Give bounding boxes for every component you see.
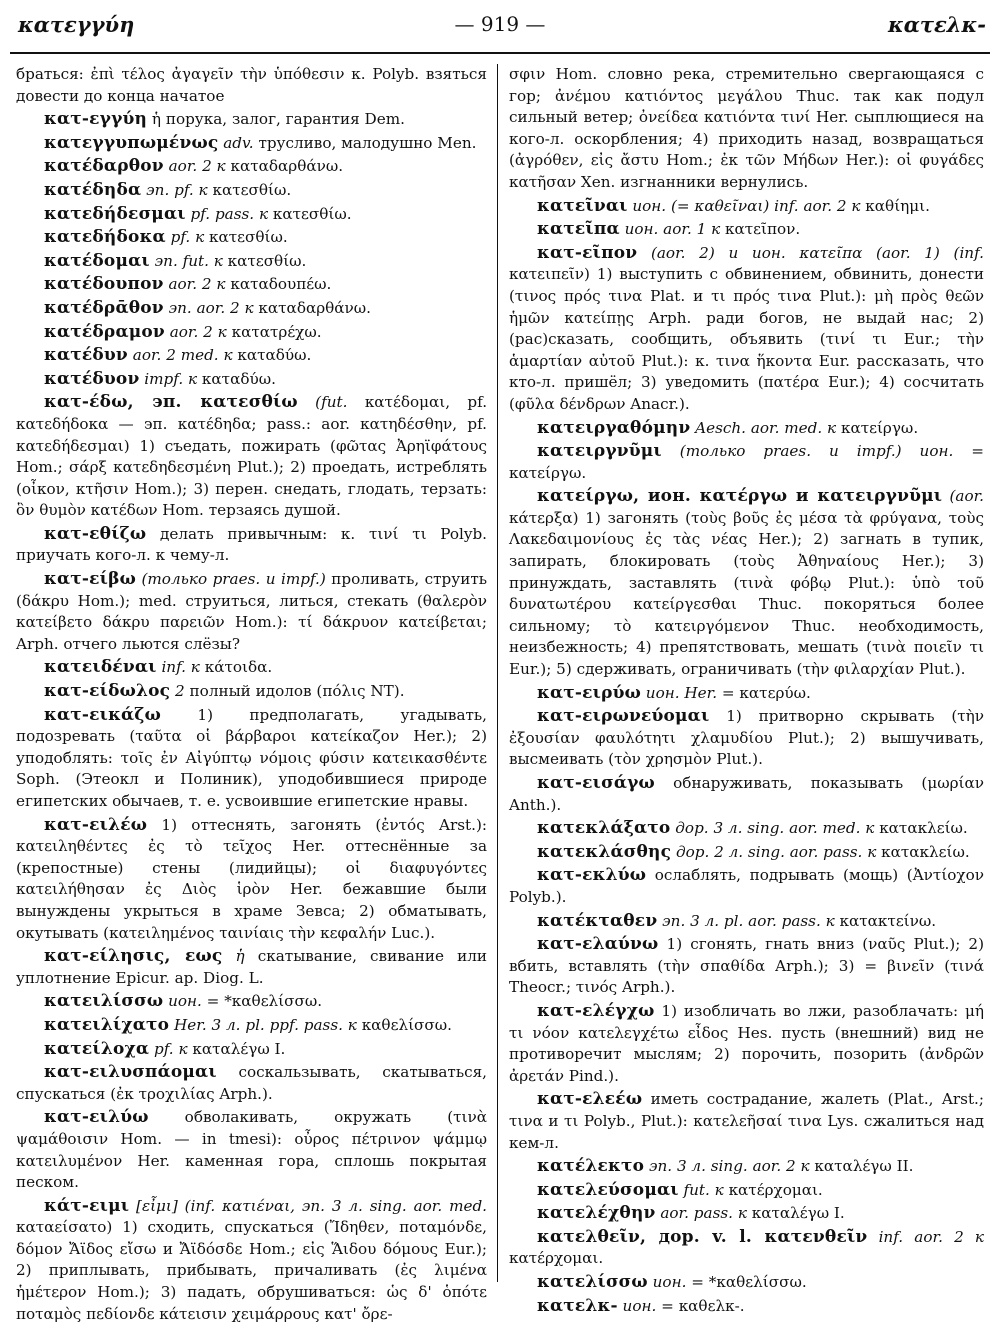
entry-headword: κατ-έδω, эп. κατεσθίω (44, 392, 298, 413)
entry-headword: κατειργαθόμην (537, 417, 691, 438)
entry-definition: κάτοιδα. (204, 658, 273, 677)
entry-headword: κατεγγυπωμένως (44, 132, 219, 153)
dictionary-entry (16, 946, 487, 989)
entry-headword: κατέλεκτο (537, 1156, 645, 1177)
entry-definition: κατέδομαι, pf. κατεδήδοκα — эп. κατέδηδα; pass.: aor. κατηδέσθην, pf. κατεδήδεσμαι) 1) съедать, пожирать (φῶτας Ἀρηϊφάτους Hom.; σάρξ κατεδηδεσμένη Plut.); 2) проедать, истреблять (οἶκον, κτῆσιν Hom.); 3) перен. снедать, глодать, терзать: ὃν θυμὸν κατέδων Hom. терзаясь душой. (16, 393, 488, 520)
dictionary-entry (509, 1156, 984, 1178)
entry-definition: браться: ἐπὶ τέλος ἀγαγεῖν τὴν ὑπόθεσιν κ. Polyb. взяться довести до конца начатое (16, 65, 487, 105)
entry-definition: καταδύω. (201, 369, 276, 388)
entry-definition: κάτερξα) 1) загонять (τοὺς βοῦς ἐς μέσα τὰ φρύγανα, τοὺς Λακεδαιμονίους ἐς τὰς νέας Her.); 2) загнать в тупик, запирать, блокировать (τοὺς Ἀθηναίους Her.); 3) принуждать, заставлять (τινὰ φόβῳ Plut.): ὑπὸ τοῦ δυνατωτέρου κατείργεσθαι Thuc. покоряться более сильному; τὸ κατειργόμενον Thuc. необходимость, неизбежность; 4) препятствовать, мешать (τινὰ ποιεῖν τι Eur.); 5) сдерживать, ограничивать (τὴν φιλαρχίαν Plut.). (509, 508, 984, 679)
entry-definition: καταλέγω I. (751, 1204, 845, 1223)
entry-headword: κατειργνῦμι (537, 441, 662, 462)
entry-grammar: Aesch. aor. med. к (695, 418, 837, 437)
dictionary-entry (509, 486, 984, 680)
dictionary-entry (16, 109, 487, 131)
entry-headword: κατ-ελεέω (537, 1089, 643, 1110)
entry-definition: καθελκ-. (678, 1296, 745, 1315)
entry-grammar: ион. = (168, 992, 220, 1011)
entry-grammar: [εἶμι] (inf. κατιέναι, эп. 3 л. sing. aor. med. (136, 1196, 488, 1215)
entry-definition: ослаблять, подрывать (мощь) (Ἀντίοχον Polyb.). (509, 866, 984, 906)
entry-definition: κατείργω. (509, 463, 587, 482)
entry-headword: κατελέχθην (537, 1203, 656, 1224)
entry-headword: κατ-εγγύη (44, 109, 148, 130)
entry-headword: κατέδυν (44, 345, 128, 366)
dictionary-entry (509, 418, 984, 440)
entry-definition: καταδύω. (237, 346, 312, 365)
entry-definition: скатывание, свивание или уплотнение Epicur. ap. Diog. L. (16, 947, 488, 987)
entry-headword: κατελκ- (537, 1295, 618, 1316)
dictionary-entry (16, 204, 487, 226)
entry-definition: полный идолов (πόλις NT). (189, 682, 405, 701)
entry-definition: ἡ порука, залог, гарантия Dem. (151, 110, 405, 129)
entry-definition: κατακλείω. (879, 819, 968, 838)
entry-definition: 1) притворно скрывать (τὴν ἐξουσίαν φαυλότητι χλαμυδίου Plut.); 2) вышучивать, высмеивать (τὸν χρησμὸν Plut.). (509, 707, 984, 769)
entry-grammar: inf. к (161, 658, 200, 677)
entry-grammar: aor. pass. к (660, 1204, 747, 1223)
dictionary-entry (509, 842, 984, 864)
entry-headword: κατελίσσω (537, 1272, 648, 1293)
entry-grammar: эп. 3 л. pl. aor. pass. к (662, 911, 835, 930)
entry-grammar: 2 (175, 682, 185, 701)
entry-headword: κατ-εῖπον (537, 242, 638, 263)
header-rule (10, 52, 990, 54)
dictionary-entry (16, 274, 487, 296)
entry-headword: κατεκλάσθης (537, 841, 672, 862)
dictionary-entry (16, 569, 487, 655)
entry-definition: обволакивать, окружать (τινὰ ψαμάθοισιν Hom. — in tmesi): οὖρος πέτρινον ψάμμῳ κατειλυμένον Her. каменная гора, сплошь покрытая песком. (16, 1108, 487, 1192)
entry-definition: 1) оттеснять, загонять (ἐντός Arst.): κατειληθέντες ἐς τὸ τεῖχος Her. оттеснённые за (крепостные) стены (лидийцы); οἱ διαφυγόντες κατειλήθησαν ἐς Διὸς ἱρὸν Her. бежавшие были вынуждены укрыться в храме Зевса; 2) обматывать, окутывать (κατειλημένος ταινίαις τὴν κεφαλήν Luc.). (16, 815, 487, 942)
entry-grammar: inf. aor. 2 к (878, 1227, 984, 1246)
entry-headword: κατ-εισάγω (537, 773, 655, 793)
page-number: — 919 — (454, 12, 546, 36)
dictionary-entry (16, 815, 487, 945)
dictionary-entry (16, 657, 487, 679)
entry-grammar: эп. fut. к (154, 251, 223, 270)
entry-headword: κατέδηδα (44, 179, 142, 200)
entry-definition: 1) изобличать во лжи, разоблачать: μή τι νόον κατελεγχέτω εἶδος Hes. пусть (внешний) вид не противоречит мыслям; 2) порочить, позорить (ἀνδρῶν ἀρετάν Pind.). (509, 1001, 984, 1085)
entry-definition: καθελίσσω. (361, 1015, 452, 1034)
entry-definition: 1) сгонять, гнать вниз (ναῦς Plut.); 2) вбить, вставлять (τὴν σπαθίδα Arph.); 3) = βινεῖν (τινά Theocr.; τινός Arph.). (509, 935, 984, 997)
entry-headword: κατέκταθεν (537, 910, 658, 931)
entry-grammar: Her. 3 л. pl. ppf. pass. к (174, 1015, 357, 1034)
entry-grammar: ион. = (622, 1296, 674, 1315)
entry-definition: κατειπεῖν) 1) выступить с обвинением, обвинить, донести (τινος πρός τινα Plat. и τι πρός τινα Plut.): μὴ πρὸς θεῶν ἡμῶν κατείπῃς Arph. ради богов, не выдай нас; 2) (рас)сказать, сообщить, объявить (τινί τι Eur.; τὴν ἁμαρτίαν αὐτοῦ Plut.): κ. τινα ἥκοντα Eur. рассказать, что кто-л. пришёл; 3) уведомить (πατέρα Eur.); 4) сосчитать (φῦλα δένδρων Anacr.). (509, 265, 984, 413)
dictionary-entry (16, 133, 487, 155)
dictionary-entry (509, 441, 984, 484)
dictionary-entry (509, 1272, 984, 1294)
dictionary-entry (509, 934, 984, 999)
dictionary-entry (509, 911, 984, 933)
entry-grammar: дор. 2 л. sing. aor. pass. к (675, 842, 877, 861)
entry-definition: κατέρχομαι. (509, 1249, 604, 1268)
dictionary-entry (509, 683, 984, 705)
entry-headword: κατ-εθίζω (44, 523, 147, 544)
entry-grammar: (aor. 2) и ион. κατεῖπα (aor. 1) (inf. (650, 243, 984, 262)
entry-grammar: aor. 2 med. к (132, 346, 233, 365)
entry-definition: σφιν Hom. словно река, стремительно свергающаяся с гор; ἀνέμου κατιόντος μεγάλου Thuc. так как подул сильный ветер; ὀνείδεα κατιόντα τινί Her. сыплющиеся на кого-л. оскорбления; 4) приходить назад, возвращаться (ἀγρόθεν, εἰς ἄστυ Hom.; ἐκ τῶν Μήδων Her.): οἱ φυγάδες κατῆσαν Xen. изгнанники вернулись. (509, 65, 984, 191)
entry-definition: κατατρέχω. (231, 322, 322, 341)
entry-definition: трусливо, малодушно Men. (258, 133, 477, 152)
entry-grammar: aor. 2 к (168, 275, 226, 294)
entry-headword: κατεῖπα (537, 219, 620, 240)
entry-headword: κατεδήδεσμαι (44, 203, 186, 224)
entry-headword: κατεδήδοκα (44, 227, 166, 248)
entry-headword: κατείργω, ион. κατέργω и κατειργνῦμι (537, 486, 943, 507)
entry-grammar: дор. 3 л. sing. aor. med. к (675, 819, 875, 838)
dictionary-entry (16, 251, 487, 273)
entry-definition: делать привычным: κ. τινί τι Polyb. приучать кого-л. к чему-л. (16, 524, 488, 565)
entry-grammar: ион. Her. = (645, 683, 735, 702)
dictionary-entry (16, 681, 487, 703)
entry-headword: κατέδομαι (44, 250, 150, 271)
entry-definition: κατακλείω. (881, 842, 970, 861)
entry-headword: κατ-ειλύω (44, 1107, 149, 1128)
dictionary-entry (16, 345, 487, 367)
entry-headword: κατ-εικάζω (44, 704, 161, 725)
entry-headword: κατέδυον (44, 368, 140, 389)
entry-definition: обнаруживать, показывать (μωρίαν Anth.). (509, 774, 984, 814)
entry-definition: καταλέγω I. (192, 1039, 286, 1058)
entry-grammar: эп. pf. к (146, 180, 208, 199)
dictionary-entry (16, 524, 487, 567)
dictionary-entry (509, 1089, 984, 1154)
dictionary-entry (509, 64, 984, 194)
entry-definition: κατακτείνω. (839, 911, 937, 930)
entry-grammar: (fut. (315, 393, 348, 412)
entry-headword: κατέδραμον (44, 321, 165, 342)
entry-grammar: pf. к (153, 1039, 188, 1058)
entry-definition: *καθελίσσω. (708, 1273, 807, 1292)
running-head-right: κατελκ- (888, 12, 986, 37)
entry-grammar: ион. (= καθεῖναι) inf. aor. 2 к (632, 196, 861, 215)
entry-definition: соскальзывать, скатываться, спускаться (ἐκ τροχιλίας Arph.). (16, 1063, 488, 1103)
entry-grammar: (aor. (949, 487, 985, 506)
dictionary-entry (509, 243, 984, 416)
entry-headword: κατ-ελαύνω (537, 934, 659, 955)
entry-grammar: pf. к (170, 228, 205, 247)
entry-headword: κατείλοχα (44, 1038, 150, 1059)
dictionary-entry (16, 180, 487, 202)
entry-headword: κατ-είβω (44, 569, 136, 590)
dictionary-entry (509, 219, 984, 241)
dictionary-entry (16, 298, 487, 320)
dictionary-entry (509, 1001, 984, 1087)
entry-grammar: (только praes. и impf.) ион. = (679, 442, 985, 461)
entry-grammar: ион. aor. 1 к (624, 220, 721, 239)
entry-headword: κατέδαρθον (44, 156, 164, 177)
column-divider (497, 64, 498, 1282)
dictionary-entry (16, 64, 487, 107)
dictionary-entry (509, 773, 984, 816)
entry-definition: κατεσθίω. (212, 180, 292, 199)
entry-grammar: adv. (223, 133, 254, 152)
entry-grammar: (только praes. и impf.) (141, 570, 326, 589)
dictionary-entry (16, 1062, 487, 1105)
entry-headword: κατεκλάξατο (537, 818, 671, 839)
dictionary-entry (16, 156, 487, 178)
dictionary-entry (16, 1196, 487, 1325)
dictionary-entry (16, 1039, 487, 1061)
dictionary-entry (16, 322, 487, 344)
entry-headword: κάτ-ειμι (44, 1195, 130, 1216)
entry-definition: καταλέγω II. (814, 1157, 914, 1176)
dictionary-entry (509, 196, 984, 218)
entry-headword: κατεῖναι (537, 195, 628, 216)
entry-grammar: ион. = (652, 1273, 704, 1292)
page-header (0, 0, 1000, 56)
dictionary-entry (509, 1180, 984, 1202)
entry-grammar: impf. к (144, 369, 198, 388)
entry-definition: καθίημι. (865, 196, 930, 215)
entry-definition: κατερύω. (739, 683, 811, 702)
entry-headword: κατειλίχατο (44, 1014, 170, 1035)
entry-definition: κατεσθίω. (208, 228, 288, 247)
dictionary-entry (509, 706, 984, 771)
entry-headword: κατειδέναι (44, 657, 157, 678)
entry-headword: κατ-εκλύω (537, 865, 647, 886)
entry-definition: проливать, струить (δάκρυ Hom.); med. струиться, литься, стекать (θαλερὸν κατείβετο δάκρυ παρειῶν Hom.): τί δάκρυον κατείβεται; Arph. отчего льются слёзы? (16, 570, 488, 653)
dictionary-entry (16, 227, 487, 249)
entry-grammar: эп. aor. 2 к (168, 298, 254, 317)
entry-headword: κατελθεῖν, дор. v. l. κατενθεῖν (537, 1226, 868, 1247)
entry-grammar: ἡ (235, 947, 245, 966)
entry-definition: κατείργω. (840, 418, 919, 437)
dictionary-entry (16, 1015, 487, 1037)
entry-grammar: aor. 2 к (168, 157, 226, 176)
dictionary-entry (16, 392, 487, 522)
entry-headword: κατ-είδωλος (44, 681, 171, 702)
dictionary-entry (509, 865, 984, 908)
entry-definition: καταδαρθάνω. (258, 298, 371, 317)
entry-definition: καταδαρθάνω. (230, 157, 344, 176)
entry-headword: κατ-ελέγχω (537, 1000, 655, 1021)
entry-definition: *καθελίσσω. (224, 992, 323, 1011)
dictionary-entry (16, 991, 487, 1013)
dictionary-entry (16, 705, 487, 813)
entry-headword: κατ-ειρωνεύομαι (537, 706, 710, 727)
left-column (16, 64, 488, 1323)
entry-headword: κατέδρᾱθον (44, 297, 164, 318)
entry-definition: καταδουπέω. (230, 275, 332, 294)
dictionary-entry (16, 369, 487, 391)
entry-definition: καταείσατο) 1) сходить, спускаться (Ἴδηθεν, ποταμόνδε, δόμον Ἄϊδος εἴσω и Ἄϊδόσδε Hom.; εἰς Ἅιδου δόμους Eur.); 2) приплывать, прибывать, причаливать (ἐς λιμένα ἡμέτερον Hom.); 3) падать, обрушиваться: ὡς δ' ὁπότε ποταμὸς πεδίονδε κάτεισιν χειμάρρους κατ' ὄρε- (16, 1218, 487, 1323)
entry-grammar: pf. pass. к (190, 204, 269, 223)
running-head-left: κατεγγύη (18, 12, 135, 37)
dictionary-entry (509, 818, 984, 840)
entry-headword: κατελεύσομαι (537, 1179, 679, 1200)
entry-headword: κατέδουπον (44, 274, 164, 295)
dictionary-entry (509, 1227, 984, 1270)
entry-definition: κατεῖπον. (725, 220, 801, 239)
entry-grammar: эп. 3 л. sing. aor. 2 к (649, 1157, 810, 1176)
entry-definition: 1) предполагать, угадывать, подозревать (ταῦτα οἱ βάρβαροι κατείκαζον Her.); 2) уподоблять: τοῖς ἐν Αἰγύπτῳ νόμοις φύσιν κατεικασθέντε Soph. (Этеокл и Полиник), уподобившиеся природе египетских обычаев, т. е. усвоившие египетские нравы. (16, 705, 488, 810)
entry-headword: κατειλίσσω (44, 991, 164, 1012)
dictionary-entry (509, 1203, 984, 1225)
dictionary-entry (16, 1107, 487, 1193)
entry-headword: κατ-ειλυσπάομαι (44, 1062, 217, 1083)
entry-grammar: fut. к (683, 1180, 724, 1199)
entry-headword: κατ-ειλέω (44, 814, 148, 835)
entry-headword: κατ-είλησις, εως (44, 946, 223, 967)
entry-headword: κατ-ειρύω (537, 682, 641, 703)
entry-definition: κατεσθίω. (227, 251, 307, 270)
entry-definition: иметь сострадание, жалеть (Plat., Arst.; τινα и τι Polyb., Plut.): κατελεῆσαί τινα Lys. сжалиться над кем-л. (509, 1090, 984, 1152)
dictionary-entry (509, 1296, 984, 1318)
right-column (509, 64, 985, 1316)
entry-definition: κατεσθίω. (272, 204, 352, 223)
entry-definition: κατέρχομαι. (728, 1180, 823, 1199)
entry-grammar: aor. 2 к (169, 322, 227, 341)
